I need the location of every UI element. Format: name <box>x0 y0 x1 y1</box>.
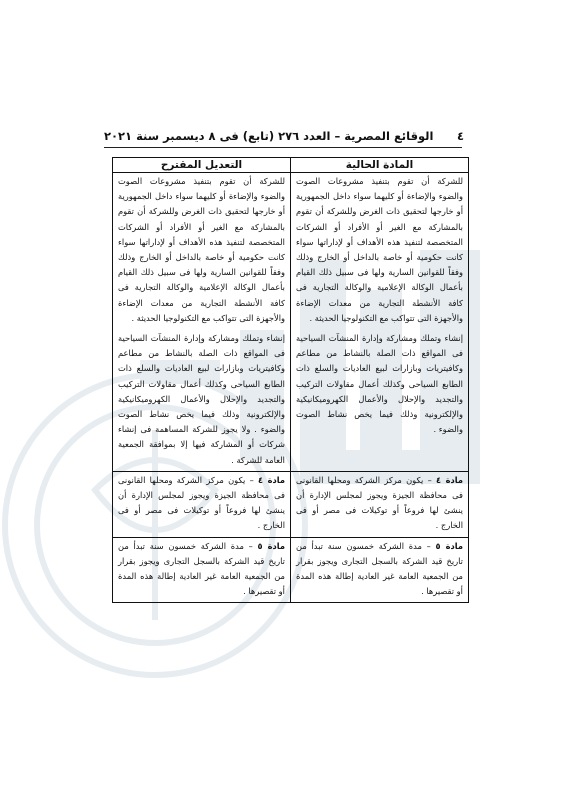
paragraph <box>118 331 285 468</box>
paragraph <box>296 331 463 437</box>
paragraph-text: – مدة الشركة خمسون سنة تبدأ من تاريخ قيد الشركة بالسجل التجارى ويجوز بقرار من الجمعية العامة غير العادية إطالة هذه المدة أو تقصيرها . <box>296 540 463 597</box>
header-rule <box>104 147 462 148</box>
table-row <box>113 173 469 472</box>
table-header-row <box>113 158 469 173</box>
column-header-current: المادة الحالية <box>291 158 469 173</box>
running-title: الوقائع المصرية – العدد ٢٧٦ (تابع) فى ٨ ديسمبر سنة ٢٠٢١ <box>104 129 434 143</box>
table-row <box>113 537 469 603</box>
comparison-table <box>112 157 469 603</box>
paragraph <box>118 473 285 534</box>
paragraph-text: للشركة أن تقوم بتنفيذ مشروعات الصوت والضوء والإضاءة أو كليهما سواء داخل الجمهورية أو خارجها لتحقيق ذات الغرض وللشركة أن تقوم بالمشاركة مع الغير أو الأفراد أو الشركات المتخصصة لتنفيذ هذه الأهداف أو لإداراتها سواء كانت حكومية أو خاصة بالداخل أو الخارج وذلك وفقاً للقوانين السارية ولها فى سبيل ذلك القيام بأعمال الوكالة الإعلامية والوكالة التجارية فى كافة الأنشطة التجارية من معدات الإضاءة والأجهزة التى تتواكب مع التكنولوجيا الحديثة . <box>118 176 285 323</box>
cell-current <box>291 173 469 472</box>
cell-proposed <box>113 537 291 603</box>
page-number: ٤ <box>456 129 464 143</box>
paragraph-text: – يكون مركز الشركة ومحلها القانونى فى محافظة الجيزة ويجوز لمجلس الإدارة أن ينشئ لها فروعاً أو توكيلات فى مصر أو فى الخارج . <box>296 474 463 531</box>
paragraph <box>118 539 285 600</box>
paragraph <box>296 473 463 534</box>
paragraph-text: للشركة أن تقوم بتنفيذ مشروعات الصوت والضوء والإضاءة أو كليهما سواء داخل الجمهورية أو خارجها لتحقيق ذات الغرض وللشركة أن تقوم بالمشاركة مع الغير أو الأفراد أو الشركات المتخصصة لتنفيذ هذه الأهداف أو لإداراتها سواء كانت حكومية أو خاصة بالداخل أو الخارج وذلك وفقاً للقوانين السارية ولها فى سبيل ذلك القيام بأعمال الوكالة الإعلامية والوكالة التجارية فى كافة الأنشطة التجارية من معدات الإضاءة والأجهزة التى تتواكب مع التكنولوجيا الحديثة . <box>296 176 463 323</box>
paragraph-text: إنشاء وتملك ومشاركة وإدارة المنشآت السياحية فى المواقع ذات الصلة بالنشاط من مطاعم وكافيتريات وبازارات لبيع العاديات والسلع ذات الطابع السياحى وكذلك أعمال مقاولات التركيب والتجديد والإحلال والأعمال الكهروميكانيكية والإلكترونية وذلك فيما يخص نشاط الصوت والضوء . ولا يجوز للشركة المساهمة فى إنشاء شركات أو المشاركة فيها إلا بموافقة الجمعية العامة للشركة . <box>118 333 285 465</box>
cell-proposed <box>113 173 291 472</box>
paragraph <box>118 174 285 326</box>
article-label: مادة ٥ <box>257 540 286 551</box>
article-label: مادة ٤ <box>436 474 463 485</box>
paragraph-text: – مدة الشركة خمسون سنة تبدأ من تاريخ قيد الشركة بالسجل التجارى ويجوز بقرار من الجمعية العامة غير العادية إطالة هذه المدة أو تقصيرها . <box>118 540 285 597</box>
table-row <box>113 471 469 537</box>
page-header <box>104 127 464 145</box>
paragraph <box>296 539 463 600</box>
paragraph-text: إنشاء وتملك ومشاركة وإدارة المنشآت السياحية فى المواقع ذات الصلة بالنشاط من مطاعم وكافيتريات وبازارات لبيع العاديات والسلع ذات الطابع السياحى وكذلك أعمال مقاولات التركيب والتجديد والإحلال والأعمال الكهروميكانيكية والإلكترونية وذلك فيما يخص نشاط الصوت والضوء . <box>296 333 463 435</box>
paragraph <box>296 174 463 326</box>
column-header-proposed: التعديل المقترح <box>113 158 291 173</box>
cell-current <box>291 471 469 537</box>
cell-proposed <box>113 471 291 537</box>
cell-current <box>291 537 469 603</box>
article-label: مادة ٤ <box>258 474 285 485</box>
article-label: مادة ٥ <box>435 540 464 551</box>
paragraph-text: – يكون مركز الشركة ومحلها القانونى فى محافظة الجيزة ويجوز لمجلس الإدارة أن ينشئ لها فروعاً أو توكيلات فى مصر أو فى الخارج . <box>118 474 285 531</box>
